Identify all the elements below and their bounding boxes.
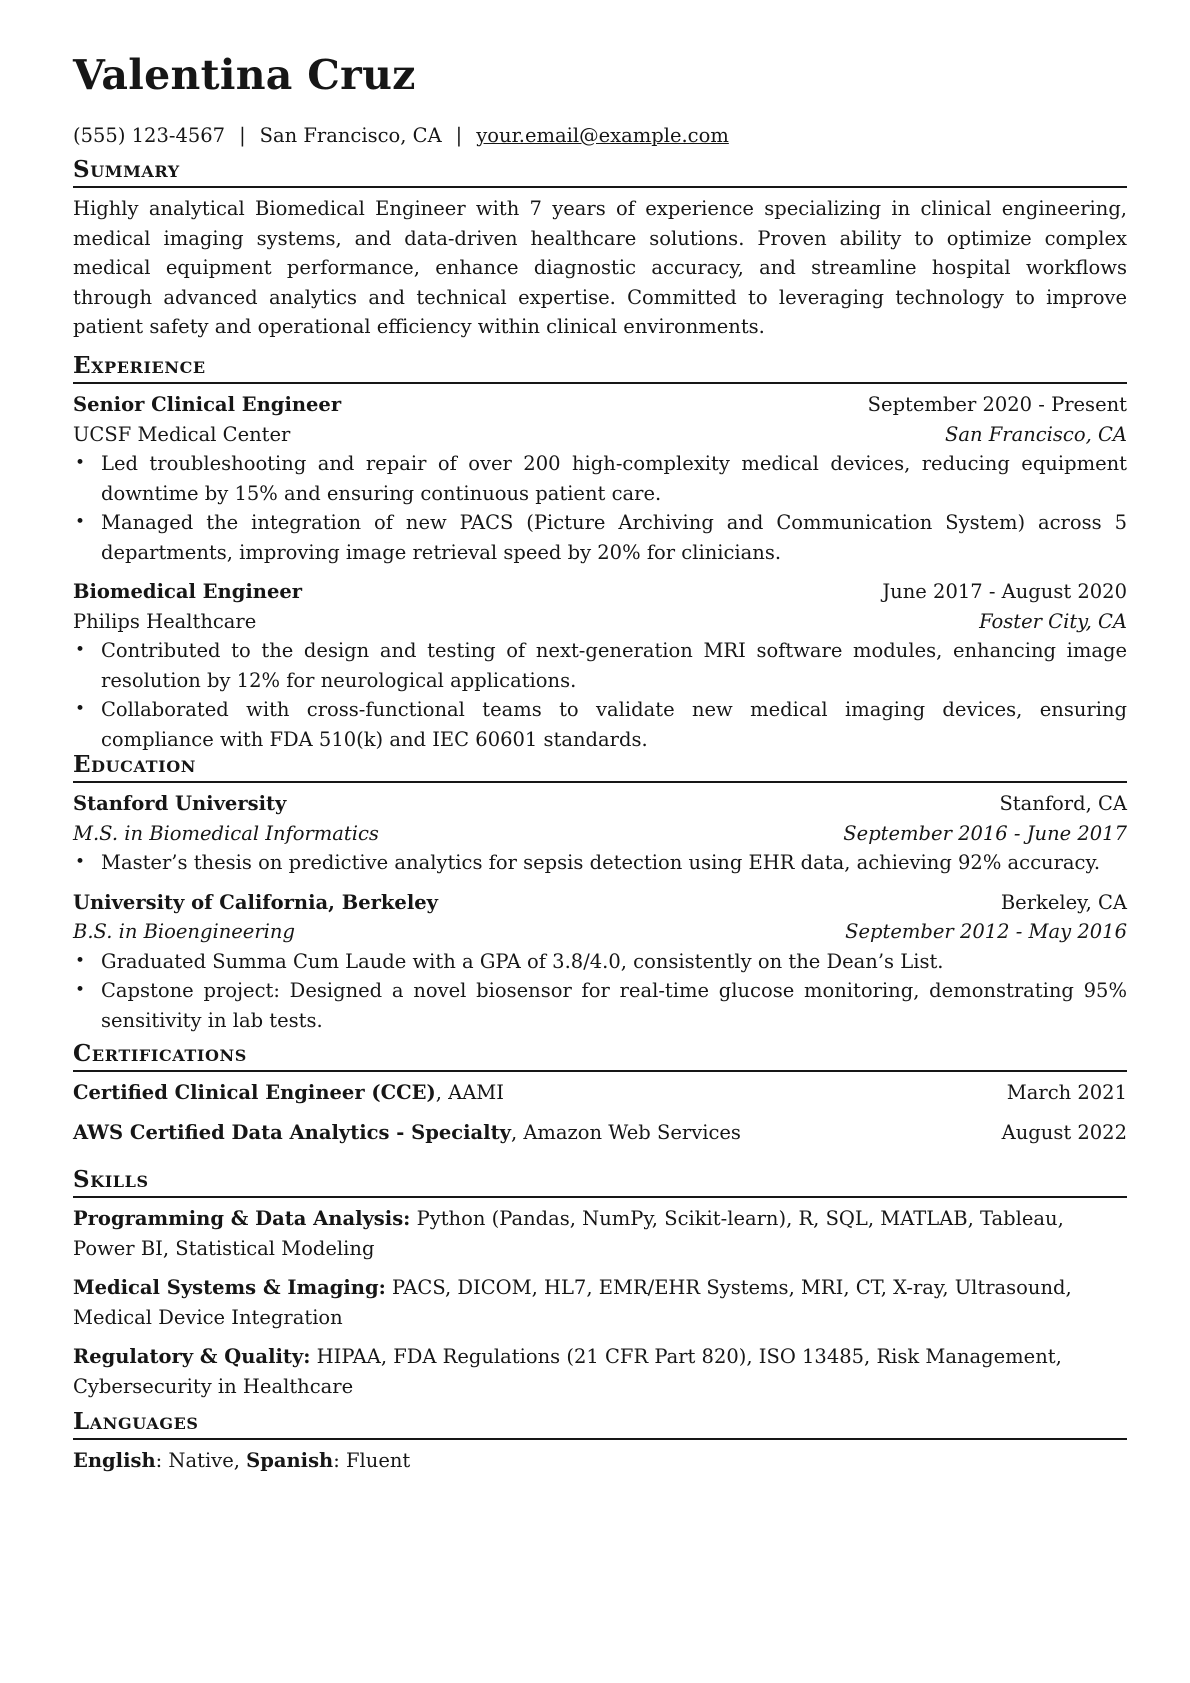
bullet-item: • Capstone project: Designed a novel biosensor for real-time glucose monitoring, demonstrating 95% sensitivity in lab tests. bbox=[101, 976, 1127, 1035]
school-location: Stanford, CA bbox=[999, 792, 1127, 815]
location: San Francisco, CA bbox=[259, 124, 442, 147]
section-heading: Education bbox=[73, 751, 1127, 783]
section-heading: Experience bbox=[73, 352, 1127, 384]
skill-group bbox=[73, 1204, 1127, 1263]
language-name: English bbox=[73, 1449, 156, 1472]
bullet-list bbox=[73, 449, 1127, 567]
job-location: San Francisco, CA bbox=[944, 422, 1127, 446]
certification-name: AWS Certified Data Analytics - Specialty bbox=[73, 1120, 511, 1144]
certification-name: Certified Clinical Engineer (CCE) bbox=[73, 1081, 436, 1104]
job-title: Biomedical Engineer bbox=[73, 580, 303, 603]
skill-group bbox=[73, 1273, 1127, 1332]
certification-item bbox=[73, 1078, 1127, 1108]
languages-section bbox=[73, 1408, 1127, 1476]
certification-item bbox=[73, 1118, 1127, 1148]
skill-group bbox=[73, 1342, 1127, 1401]
company-name: Philips Healthcare bbox=[73, 609, 257, 633]
bullet-list bbox=[73, 636, 1127, 754]
certification-date: March 2021 bbox=[1006, 1081, 1127, 1104]
candidate-name: Valentina Cruz bbox=[73, 51, 416, 99]
summary-section bbox=[73, 156, 1127, 342]
job-dates: June 2017 - August 2020 bbox=[882, 580, 1127, 603]
section-heading: Languages bbox=[73, 1408, 1127, 1440]
company-name: UCSF Medical Center bbox=[73, 422, 291, 446]
languages-line bbox=[73, 1446, 1127, 1476]
job-dates: September 2020 - Present bbox=[867, 393, 1127, 416]
bullet-item: • Graduated Summa Cum Laude with a GPA of 3.8/4.0, consistently on the Dean’s List. bbox=[101, 947, 1127, 977]
school-name: University of California, Berkeley bbox=[73, 890, 438, 914]
bullet-list bbox=[73, 947, 1127, 1036]
skills-section bbox=[73, 1166, 1127, 1411]
education-section bbox=[73, 751, 1127, 1035]
bullet-item: • Managed the integration of new PACS (Picture Archiving and Communication System) across 5 departments, improving image retrieval speed by 20% for clinicians. bbox=[101, 508, 1127, 567]
skill-value: HIPAA, FDA Regulations (21 CFR Part 820), ISO 13485, Risk Management, Cybersecurity in Healthcare bbox=[73, 1345, 1062, 1398]
skill-value: Python (Pandas, NumPy, Scikit-learn), R, SQL, MATLAB, Tableau, Power BI, Statistical Modeling bbox=[73, 1207, 1064, 1260]
phone: (555) 123-4567 bbox=[73, 124, 226, 147]
job-entry bbox=[73, 577, 1127, 754]
job-location: Foster City, CA bbox=[979, 609, 1127, 633]
education-entry bbox=[73, 789, 1127, 878]
school-location: Berkeley, CA bbox=[1000, 890, 1127, 914]
skill-label: Programming & Data Analysis: bbox=[73, 1207, 411, 1230]
language-name: Spanish bbox=[246, 1449, 334, 1472]
contact-line bbox=[73, 124, 729, 148]
job-title: Senior Clinical Engineer bbox=[73, 393, 342, 416]
section-heading: Certifications bbox=[73, 1040, 1127, 1072]
job-entry bbox=[73, 390, 1127, 567]
bullet-item: • Master’s thesis on predictive analytics for sepsis detection using EHR data, achieving 92% accuracy. bbox=[101, 848, 1127, 878]
experience-section bbox=[73, 352, 1127, 754]
email-link[interactable]: your.email@example.com bbox=[476, 124, 729, 147]
bullet-item: • Collaborated with cross-functional teams to validate new medical imaging devices, ensuring compliance with FDA 510(k) and IEC 60601 standards. bbox=[101, 695, 1127, 754]
degree: B.S. in Bioengineering bbox=[73, 920, 295, 943]
degree: M.S. in Biomedical Informatics bbox=[73, 821, 379, 845]
skill-label: Regulatory & Quality: bbox=[73, 1345, 311, 1368]
education-entry bbox=[73, 888, 1127, 1036]
skill-value: PACS, DICOM, HL7, EMR/EHR Systems, MRI, CT, X-ray, Ultrasound, Medical Device Integration bbox=[73, 1276, 1072, 1329]
section-heading: Summary bbox=[73, 156, 1127, 188]
language-level: : Fluent bbox=[333, 1449, 411, 1472]
summary-text: Highly analytical Biomedical Engineer with 7 years of experience specializing in clinical engineering, medical imaging systems, and data-driven healthcare solutions. Proven ability to optimize complex medical equipment performance, enhance diagnostic accuracy, and streamline hospital workflows through advanced analytics and technical expertise. Committed to leveraging technology to improve patient safety and operational efficiency within clinical environments. bbox=[73, 197, 1127, 338]
separator: | bbox=[239, 124, 246, 147]
separator: | bbox=[455, 124, 463, 147]
certification-issuer: , AAMI bbox=[435, 1081, 504, 1104]
certification-issuer: , Amazon Web Services bbox=[510, 1120, 741, 1144]
language-level: : Native, bbox=[155, 1449, 247, 1472]
bullet-item: • Led troubleshooting and repair of over 200 high-complexity medical devices, reducing equipment downtime by 15% and ensuring continuous patient care. bbox=[101, 449, 1127, 508]
certifications-section bbox=[73, 1040, 1127, 1157]
education-dates: September 2016 - June 2017 bbox=[843, 821, 1127, 845]
skill-label: Medical Systems & Imaging: bbox=[73, 1276, 386, 1299]
bullet-item: • Contributed to the design and testing of next-generation MRI software modules, enhancing image resolution by 12% for neurological applications. bbox=[101, 636, 1127, 695]
certification-date: August 2022 bbox=[1001, 1120, 1127, 1144]
bullet-list bbox=[73, 848, 1127, 878]
school-name: Stanford University bbox=[73, 792, 287, 815]
education-dates: September 2012 - May 2016 bbox=[845, 920, 1127, 943]
section-heading: Skills bbox=[73, 1166, 1127, 1198]
